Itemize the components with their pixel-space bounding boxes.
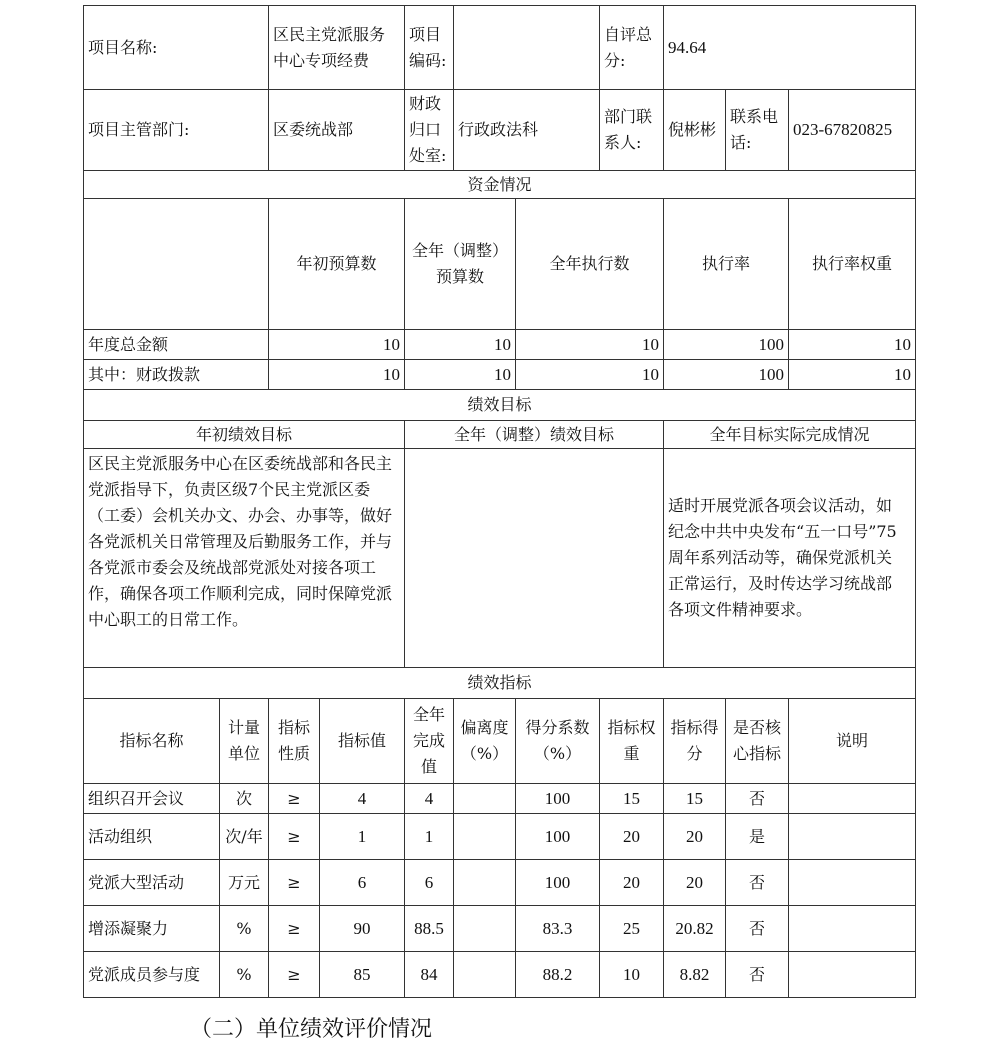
- funds-cell: 10: [789, 330, 916, 360]
- ind-coef: 100: [516, 814, 600, 860]
- ind-coef: 100: [516, 784, 600, 814]
- ind-actual: 1: [405, 814, 454, 860]
- ind-target: 6: [320, 860, 405, 906]
- goals-content-row: [84, 449, 916, 668]
- goals-actual-text: 适时开展党派各项会议活动，如纪念中共中央发布“五一口号”75周年系列活动等，确保党派机关正常运行，及时传达学习统战部各项文件精神要求。: [664, 449, 916, 668]
- project-info-row-2: [84, 90, 916, 171]
- ind-deviation: [454, 906, 516, 952]
- ind-deviation: [454, 814, 516, 860]
- funds-header-execution-rate: 执行率: [664, 199, 789, 330]
- ind-deviation: [454, 784, 516, 814]
- dept-label: 项目主管部门:: [84, 90, 269, 171]
- funds-cell: 100: [664, 330, 789, 360]
- goals-initial-text: 区民主党派服务中心在区委统战部和各民主党派指导下，负责区级7个民主党派区委（工委）会机关办文、办会、办事等，做好各党派机关日常管理及后勤服务工作，并与各党派市委会及统战部党派处对接各项工作，确保各项工作顺利完成，同时保障党派中心职工的日常工作。: [84, 449, 405, 668]
- project-name-label: 项目名称:: [84, 6, 269, 90]
- project-code-value: [454, 6, 600, 90]
- goals-header-row: [84, 421, 916, 449]
- self-score-value: 94.64: [664, 6, 916, 90]
- indicator-row: [84, 906, 916, 952]
- ind-name: 活动组织: [84, 814, 220, 860]
- ind-name: 组织召开会议: [84, 784, 220, 814]
- ind-header-coef: 得分系数（%）: [516, 699, 600, 784]
- phone-value: 023-67820825: [789, 90, 916, 171]
- ind-nature: ≥: [269, 952, 320, 998]
- ind-header-nature: 指标性质: [269, 699, 320, 784]
- ind-note: [789, 906, 916, 952]
- ind-score: 8.82: [664, 952, 726, 998]
- ind-coef: 100: [516, 860, 600, 906]
- ind-target: 85: [320, 952, 405, 998]
- ind-note: [789, 860, 916, 906]
- contact-value: 倪彬彬: [664, 90, 726, 171]
- ind-header-score: 指标得分: [664, 699, 726, 784]
- funds-header-initial-budget: 年初预算数: [269, 199, 405, 330]
- indicator-row: [84, 952, 916, 998]
- funds-cell: 10: [516, 360, 664, 390]
- indicators-header-row: [84, 699, 916, 784]
- ind-nature: ≥: [269, 814, 320, 860]
- ind-header-target: 指标值: [320, 699, 405, 784]
- ind-score: 20: [664, 860, 726, 906]
- funds-row-total: [84, 330, 916, 360]
- finance-office-label: 财政归口处室:: [405, 90, 454, 171]
- funds-header-rate-weight: 执行率权重: [789, 199, 916, 330]
- project-name-value: 区民主党派服务中心专项经费: [269, 6, 405, 90]
- ind-header-weight: 指标权重: [600, 699, 664, 784]
- ind-target: 90: [320, 906, 405, 952]
- ind-nature: ≥: [269, 860, 320, 906]
- ind-target: 1: [320, 814, 405, 860]
- section-subheading: （二）单位绩效评价情况: [190, 1017, 433, 1042]
- funds-cell: 10: [269, 330, 405, 360]
- ind-nature: ≥: [269, 784, 320, 814]
- ind-coef: 88.2: [516, 952, 600, 998]
- ind-note: [789, 814, 916, 860]
- ind-weight: 25: [600, 906, 664, 952]
- ind-weight: 20: [600, 860, 664, 906]
- ind-header-note: 说明: [789, 699, 916, 784]
- goals-header-actual: 全年目标实际完成情况: [664, 421, 916, 449]
- indicator-row: [84, 784, 916, 814]
- funds-cell: 100: [664, 360, 789, 390]
- ind-coef: 83.3: [516, 906, 600, 952]
- funds-cell: 10: [405, 330, 516, 360]
- funds-cell: 10: [405, 360, 516, 390]
- funds-cell: 10: [516, 330, 664, 360]
- goals-adjusted-text: [405, 449, 664, 668]
- ind-header-name: 指标名称: [84, 699, 220, 784]
- ind-header-core: 是否核心指标: [726, 699, 789, 784]
- project-code-label: 项目编码:: [405, 6, 454, 90]
- ind-core: 否: [726, 952, 789, 998]
- ind-unit: 次/年: [220, 814, 269, 860]
- ind-score: 20.82: [664, 906, 726, 952]
- funds-section-title: 资金情况: [84, 171, 916, 199]
- funds-header-adjusted-budget: 全年（调整）预算数: [405, 199, 516, 330]
- performance-evaluation-table: [83, 5, 916, 998]
- ind-note: [789, 952, 916, 998]
- funds-row-label: 其中：财政拨款: [84, 360, 269, 390]
- ind-unit: %: [220, 952, 269, 998]
- ind-header-deviation: 偏离度（%）: [454, 699, 516, 784]
- funds-cell: 10: [789, 360, 916, 390]
- ind-target: 4: [320, 784, 405, 814]
- project-info-row-1: [84, 6, 916, 90]
- ind-score: 20: [664, 814, 726, 860]
- self-score-label: 自评总分:: [600, 6, 664, 90]
- ind-core: 否: [726, 906, 789, 952]
- ind-nature: ≥: [269, 906, 320, 952]
- ind-weight: 10: [600, 952, 664, 998]
- funds-row-fiscal: [84, 360, 916, 390]
- ind-weight: 15: [600, 784, 664, 814]
- finance-office-value: 行政政法科: [454, 90, 600, 171]
- ind-core: 否: [726, 860, 789, 906]
- ind-core: 是: [726, 814, 789, 860]
- indicator-row: [84, 860, 916, 906]
- ind-deviation: [454, 860, 516, 906]
- indicator-row: [84, 814, 916, 860]
- ind-score: 15: [664, 784, 726, 814]
- ind-weight: 20: [600, 814, 664, 860]
- ind-actual: 4: [405, 784, 454, 814]
- ind-core: 否: [726, 784, 789, 814]
- phone-label: 联系电话:: [726, 90, 789, 171]
- indicators-section-title: 绩效指标: [84, 668, 916, 699]
- goals-header-adjusted: 全年（调整）绩效目标: [405, 421, 664, 449]
- ind-note: [789, 784, 916, 814]
- ind-name: 党派成员参与度: [84, 952, 220, 998]
- ind-actual: 6: [405, 860, 454, 906]
- funds-header-blank: [84, 199, 269, 330]
- ind-unit: 次: [220, 784, 269, 814]
- funds-header-executed: 全年执行数: [516, 199, 664, 330]
- ind-name: 增添凝聚力: [84, 906, 220, 952]
- ind-header-actual: 全年完成值: [405, 699, 454, 784]
- goals-section-title: 绩效目标: [84, 390, 916, 421]
- ind-name: 党派大型活动: [84, 860, 220, 906]
- ind-actual: 88.5: [405, 906, 454, 952]
- contact-label: 部门联系人:: [600, 90, 664, 171]
- ind-deviation: [454, 952, 516, 998]
- ind-actual: 84: [405, 952, 454, 998]
- dept-value: 区委统战部: [269, 90, 405, 171]
- ind-header-unit: 计量单位: [220, 699, 269, 784]
- funds-row-label: 年度总金额: [84, 330, 269, 360]
- ind-unit: 万元: [220, 860, 269, 906]
- funds-cell: 10: [269, 360, 405, 390]
- funds-header-row: [84, 199, 916, 330]
- goals-header-initial: 年初绩效目标: [84, 421, 405, 449]
- ind-unit: %: [220, 906, 269, 952]
